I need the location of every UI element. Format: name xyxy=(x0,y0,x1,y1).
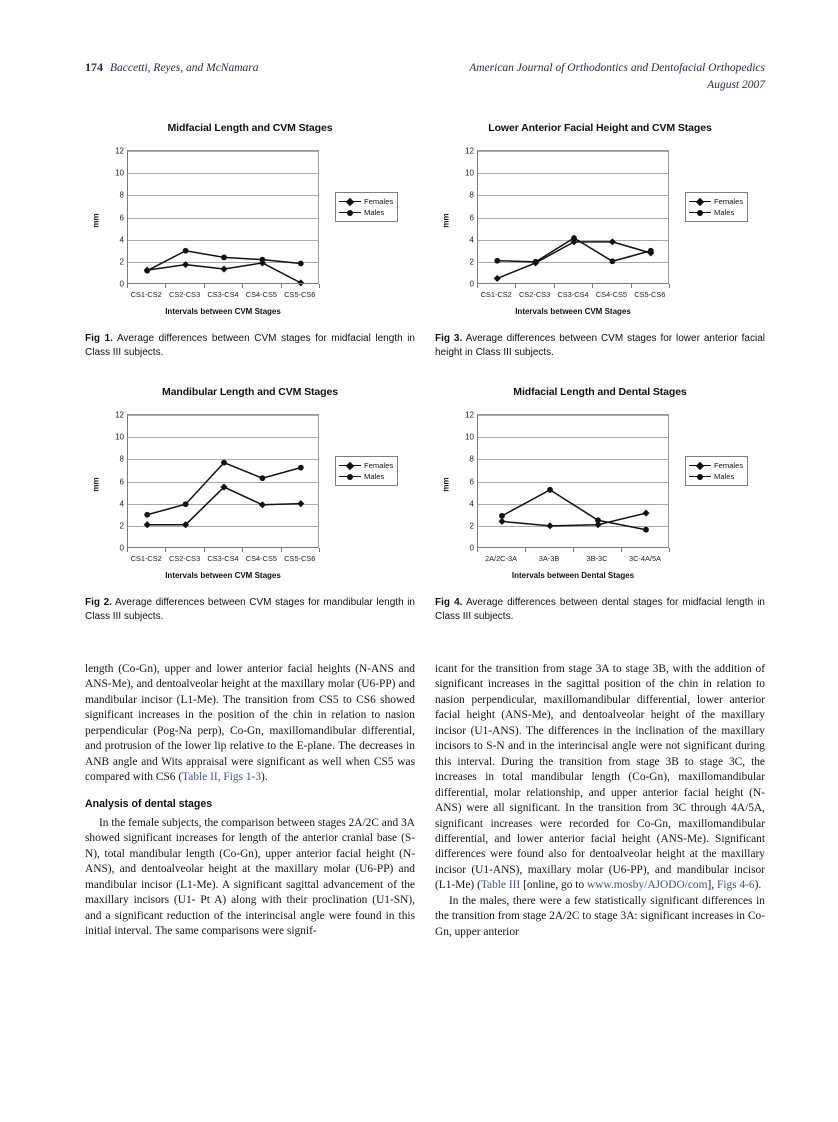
body-column-right xyxy=(435,662,765,940)
x-axis-tick-label: CS5-CS6 xyxy=(634,290,666,299)
chart-title: Midfacial Length and CVM Stages xyxy=(167,122,333,134)
y-axis-tick-label: 2 xyxy=(119,521,124,531)
y-axis-tick-label: 4 xyxy=(119,499,124,509)
x-axis-tick-mark xyxy=(525,548,526,552)
data-point-females xyxy=(297,500,304,507)
x-axis-tick-mark xyxy=(631,284,632,288)
figure-label: Fig 3. xyxy=(435,333,463,344)
data-point-males xyxy=(183,248,189,254)
y-axis-tick-label: 2 xyxy=(469,257,474,267)
x-axis-tick-label: CS2-CS3 xyxy=(168,554,201,563)
plot-area-fig4 xyxy=(435,406,765,592)
paragraph-text: icant for the transition from stage 3A to stage 3B, with the addition of significant increases in the sagittal position of the chin in relation to nasion perpendicular, maxillomandibular differential, lower anterior facial height (ANS-Me), and dentoalveolar height of the maxillary incisor (U1-ANS). The differences in the inclination of the maxillary incisors to S-N and in the interincisal angle were not significant during this interval. During the transition from stage 3B to stage 3C, the increases in total mandibular length (Co-Gn), maxillomandibular differential, molar relationship, and upper anterior facial height (N-ANS) were all significant. In the transition from 3C through 4A/5A, significant increases were recorded for Co-Gn, maxillomandibular differential, and lower anterior facial height (ANS-Me). Significant differences were found also for dentoalveolar height at the maxillary incisor (U1-ANS), maxillary molar (U6-PP), and mandibular incisor (L1-Me) ( xyxy=(435,663,765,892)
chart-legend xyxy=(335,192,398,222)
legend-marker-diamond-icon xyxy=(339,461,361,470)
legend-item-males xyxy=(689,207,743,218)
figure-caption xyxy=(435,332,765,359)
paragraph-continuation xyxy=(85,662,415,786)
data-point-males xyxy=(183,501,189,507)
legend-marker-diamond-icon xyxy=(689,197,711,206)
x-axis-tick-label: CS3-CS4 xyxy=(207,290,239,299)
x-axis-tick-mark xyxy=(281,548,282,552)
data-point-males xyxy=(494,258,500,264)
data-point-females xyxy=(609,238,616,245)
y-axis-tick-label: 0 xyxy=(469,279,474,289)
chart-fig2 xyxy=(85,382,415,592)
legend-item-males xyxy=(339,471,393,482)
data-point-males xyxy=(221,255,227,261)
legend-item-females xyxy=(339,196,393,207)
y-axis-tick-label: 4 xyxy=(469,499,474,509)
y-axis-tick-label: 6 xyxy=(469,477,474,486)
data-point-males xyxy=(533,259,539,265)
y-axis-tick-label: 12 xyxy=(115,146,124,156)
figure-caption-text: Average differences between CVM stages for midfacial length in Class III subjects. xyxy=(85,333,415,358)
x-axis-label: Intervals between CVM Stages xyxy=(165,307,281,316)
figure-label: Fig 4. xyxy=(435,597,463,608)
figure-4 xyxy=(435,382,765,622)
x-axis-tick-label: CS4-CS5 xyxy=(245,554,277,563)
x-axis-tick-mark xyxy=(319,284,320,288)
x-axis-tick-label: CS3-CS4 xyxy=(207,554,239,563)
legend-item-males xyxy=(689,471,743,482)
data-point-males xyxy=(221,460,227,466)
y-axis-tick-label: 6 xyxy=(119,477,124,486)
data-point-females xyxy=(144,521,151,528)
figure-caption-text: Average differences between CVM stages for lower anterior facial height in Class III subjects. xyxy=(435,333,765,358)
y-axis-tick-label: 0 xyxy=(469,543,474,553)
data-series-layer xyxy=(478,151,668,283)
legend-item-females xyxy=(339,460,393,471)
x-axis-tick-mark xyxy=(204,284,205,288)
data-point-males xyxy=(260,475,266,481)
legend-label: Females xyxy=(714,461,744,470)
data-point-males xyxy=(298,261,304,267)
y-axis-tick-label: 0 xyxy=(119,279,124,289)
x-axis-tick-mark xyxy=(621,548,622,552)
paragraph: In the males, there were a few statistically significant differences in the transition from stage 2A/2C to stage 3A: significant increases in Co-Gn, upper anterior xyxy=(435,894,765,938)
x-axis-line xyxy=(477,283,669,284)
y-axis-tick-label: 8 xyxy=(119,454,124,464)
x-axis-tick-mark xyxy=(669,548,670,552)
x-axis-tick-label: CS2-CS3 xyxy=(168,290,201,299)
x-axis-tick-label: CS1-CS2 xyxy=(480,290,512,299)
series-line-females xyxy=(497,242,651,279)
figure-caption xyxy=(435,596,765,623)
x-axis-tick-label: CS5-CS6 xyxy=(284,290,316,299)
x-axis-tick-label: CS5-CS6 xyxy=(284,554,316,563)
y-axis-tick-label: 2 xyxy=(119,257,124,267)
legend-marker-diamond-icon xyxy=(339,197,361,206)
paragraph: In the female subjects, the comparison between stages 2A/2C and 3A showed significant increases for length of the anterior cranial base (S-N), total mandibular length (Co-Gn), upper anterior facial height (N-ANS), and dentoalveolar height at the maxillary molar (U6-PP) and mandibular incisor (L1-Me). A significant sagittal advancement of the maxillary incisors (U1- Pt A) along with their proclination (U1-SN), and a significant reduction of the interincisal angle were found in this initial interval. The same comparisons were signif- xyxy=(85,816,416,938)
x-axis-tick-mark xyxy=(477,284,478,288)
chart-title: Mandibular Length and CVM Stages xyxy=(162,386,338,398)
y-axis-tick-label: 12 xyxy=(465,146,474,156)
x-axis-label: Intervals between CVM Stages xyxy=(515,307,631,316)
section-heading: Analysis of dental stages xyxy=(85,797,213,810)
legend-marker-circle-icon xyxy=(339,208,361,217)
y-axis-tick-label: 8 xyxy=(469,190,474,200)
x-axis-line xyxy=(127,547,319,548)
x-axis-tick-label: CS3-CS4 xyxy=(557,290,589,299)
y-axis-label: mm xyxy=(441,477,451,492)
x-axis-line xyxy=(127,283,319,284)
plot-area-fig1 xyxy=(85,142,415,328)
paragraph-tail: ). xyxy=(261,771,268,784)
x-axis-tick-mark xyxy=(515,284,516,288)
y-axis-tick-label: 8 xyxy=(469,454,474,464)
running-head xyxy=(85,60,765,104)
figure-label: Fig 1. xyxy=(85,333,113,344)
legend-marker-circle-icon xyxy=(339,472,361,481)
journal-title: American Journal of Orthodontics and Dentofacial Orthopedics xyxy=(469,62,765,74)
x-axis-tick-label: 2A/2C-3A xyxy=(484,554,518,563)
chart-legend xyxy=(685,456,748,486)
data-point-males xyxy=(499,513,505,519)
figure-caption xyxy=(85,596,415,623)
x-axis-tick-label: CS4-CS5 xyxy=(595,290,627,299)
y-axis-tick-label: 10 xyxy=(465,168,474,178)
data-point-males xyxy=(571,235,577,241)
running-head-left xyxy=(85,60,259,75)
data-series-layer xyxy=(128,415,318,547)
legend-label: Females xyxy=(364,461,394,470)
legend-marker-circle-icon xyxy=(689,208,711,217)
y-axis-tick-label: 10 xyxy=(115,168,124,178)
paragraph-text: length (Co-Gn), upper and lower anterior facial heights (N-ANS and ANS-Me), and dentoalveolar height at the maxillary molar (U6-PP) and mandibular incisor (L1-Me). The transition from CS5 to CS6 showed significant increases in the position of the chin in relation to nasion perpendicular (Pog-Na perp), Co-Gn, maxillomandibular differential, and protrusion of the lower lip relative to the E-plane. The decreases in ANB angle and Wits appraisal were significant as well when CS5 was compared with CS6 ( xyxy=(85,663,415,784)
x-axis-tick-label: 3B-3C xyxy=(586,554,608,563)
x-axis-line xyxy=(477,547,669,548)
data-point-males xyxy=(610,258,616,264)
x-axis-tick-mark xyxy=(127,548,128,552)
series-line-females xyxy=(147,487,301,525)
paragraph-continuation xyxy=(435,662,765,894)
legend-item-females xyxy=(689,460,743,471)
plot-frame xyxy=(465,146,669,289)
x-axis-tick-mark xyxy=(319,548,320,552)
legend-item-females xyxy=(689,196,743,207)
plot-area-fig3 xyxy=(435,142,765,328)
cross-reference-link-table3[interactable]: Table III xyxy=(480,879,521,892)
x-axis-tick-label: CS1-CS2 xyxy=(130,554,162,563)
chart-fig4 xyxy=(435,382,765,592)
plot-frame xyxy=(115,410,319,553)
data-point-females xyxy=(182,261,189,268)
y-axis-tick-label: 2 xyxy=(469,521,474,531)
y-axis-label: mm xyxy=(91,477,101,492)
y-axis-label: mm xyxy=(441,213,451,228)
page-number: 174 xyxy=(85,60,103,74)
x-axis-tick-mark xyxy=(477,548,478,552)
x-axis-tick-mark xyxy=(573,548,574,552)
data-series-layer xyxy=(478,415,668,547)
data-point-males xyxy=(643,527,649,533)
figure-caption xyxy=(85,332,415,359)
x-axis-tick-label: CS2-CS3 xyxy=(518,290,551,299)
data-point-males xyxy=(144,268,150,274)
y-axis-tick-label: 4 xyxy=(119,235,124,245)
legend-marker-circle-icon xyxy=(689,472,711,481)
external-url-link[interactable]: www.mosby/AJODO/com xyxy=(587,879,708,892)
data-point-females xyxy=(259,501,266,508)
x-axis-label: Intervals between CVM Stages xyxy=(165,571,281,580)
data-point-males xyxy=(547,487,553,493)
figure-1 xyxy=(85,118,415,358)
figure-3 xyxy=(435,118,765,358)
plot-frame xyxy=(465,410,669,553)
figure-caption-text: Average differences between dental stages for midfacial length in Class III subjects. xyxy=(435,597,765,622)
x-axis-tick-mark xyxy=(242,284,243,288)
running-head-right xyxy=(469,60,765,93)
chart-title: Midfacial Length and Dental Stages xyxy=(513,386,687,398)
y-axis-tick-label: 6 xyxy=(469,213,474,222)
data-point-females xyxy=(220,266,227,273)
x-axis-tick-mark xyxy=(242,548,243,552)
y-axis-tick-label: 12 xyxy=(465,410,474,420)
legend-item-males xyxy=(339,207,393,218)
data-point-females xyxy=(546,522,553,529)
x-axis-tick-mark xyxy=(165,284,166,288)
x-axis-tick-label: 3A-3B xyxy=(538,554,560,563)
plot-frame xyxy=(115,146,319,289)
chart-legend xyxy=(335,456,398,486)
x-axis-tick-mark xyxy=(592,284,593,288)
data-point-males xyxy=(298,465,304,471)
x-axis-tick-mark xyxy=(669,284,670,288)
chart-title: Lower Anterior Facial Height and CVM Stages xyxy=(488,122,712,134)
paragraph-mid: [online, go to xyxy=(520,879,587,892)
y-axis-tick-label: 8 xyxy=(119,190,124,200)
chart-fig3 xyxy=(435,118,765,328)
x-axis-tick-label: CS4-CS5 xyxy=(245,290,277,299)
x-axis-tick-mark xyxy=(127,284,128,288)
chart-legend xyxy=(685,192,748,222)
y-axis-tick-label: 12 xyxy=(115,410,124,420)
x-axis-tick-mark xyxy=(204,548,205,552)
data-point-females xyxy=(498,518,505,525)
y-axis-tick-label: 4 xyxy=(469,235,474,245)
legend-marker-diamond-icon xyxy=(689,461,711,470)
legend-label: Females xyxy=(364,197,394,206)
legend-label: Males xyxy=(364,472,385,481)
y-axis-label: mm xyxy=(91,213,101,228)
x-axis-label: Intervals between Dental Stages xyxy=(511,571,635,580)
data-point-females xyxy=(494,275,501,282)
issue-date: August 2007 xyxy=(707,78,765,91)
x-axis-tick-label: CS1-CS2 xyxy=(130,290,162,299)
x-axis-tick-mark xyxy=(281,284,282,288)
y-axis-tick-label: 10 xyxy=(115,432,124,442)
y-axis-tick-label: 10 xyxy=(465,432,474,442)
legend-label: Males xyxy=(714,208,735,217)
x-axis-tick-mark xyxy=(554,284,555,288)
legend-label: Males xyxy=(364,208,385,217)
legend-label: Females xyxy=(714,197,744,206)
body-column-left xyxy=(85,662,415,940)
figure-caption-text: Average differences between CVM stages for mandibular length in Class III subjects. xyxy=(85,597,415,622)
figure-label: Fig 2. xyxy=(85,597,112,608)
data-point-females xyxy=(642,510,649,517)
chart-fig1 xyxy=(85,118,415,328)
plot-area-fig2 xyxy=(85,406,415,592)
figure-2 xyxy=(85,382,415,622)
cross-reference-link[interactable]: Table II, Figs 1-3 xyxy=(182,771,262,784)
x-axis-tick-label: 3C-4A/5A xyxy=(628,554,662,563)
paragraph-mid2: ], xyxy=(707,879,717,892)
series-line-females xyxy=(502,513,646,526)
cross-reference-link-figs[interactable]: Figs 4-6 xyxy=(716,879,755,892)
y-axis-tick-label: 6 xyxy=(119,213,124,222)
x-axis-tick-mark xyxy=(165,548,166,552)
data-point-males xyxy=(144,512,150,518)
paragraph-tail: ). xyxy=(754,879,762,892)
running-head-authors: Baccetti, Reyes, and McNamara xyxy=(110,62,259,74)
y-axis-tick-label: 0 xyxy=(119,543,124,553)
legend-label: Males xyxy=(714,472,735,481)
data-series-layer xyxy=(128,151,318,283)
data-point-males xyxy=(595,517,601,523)
data-point-males xyxy=(648,248,654,254)
data-point-males xyxy=(260,257,266,263)
